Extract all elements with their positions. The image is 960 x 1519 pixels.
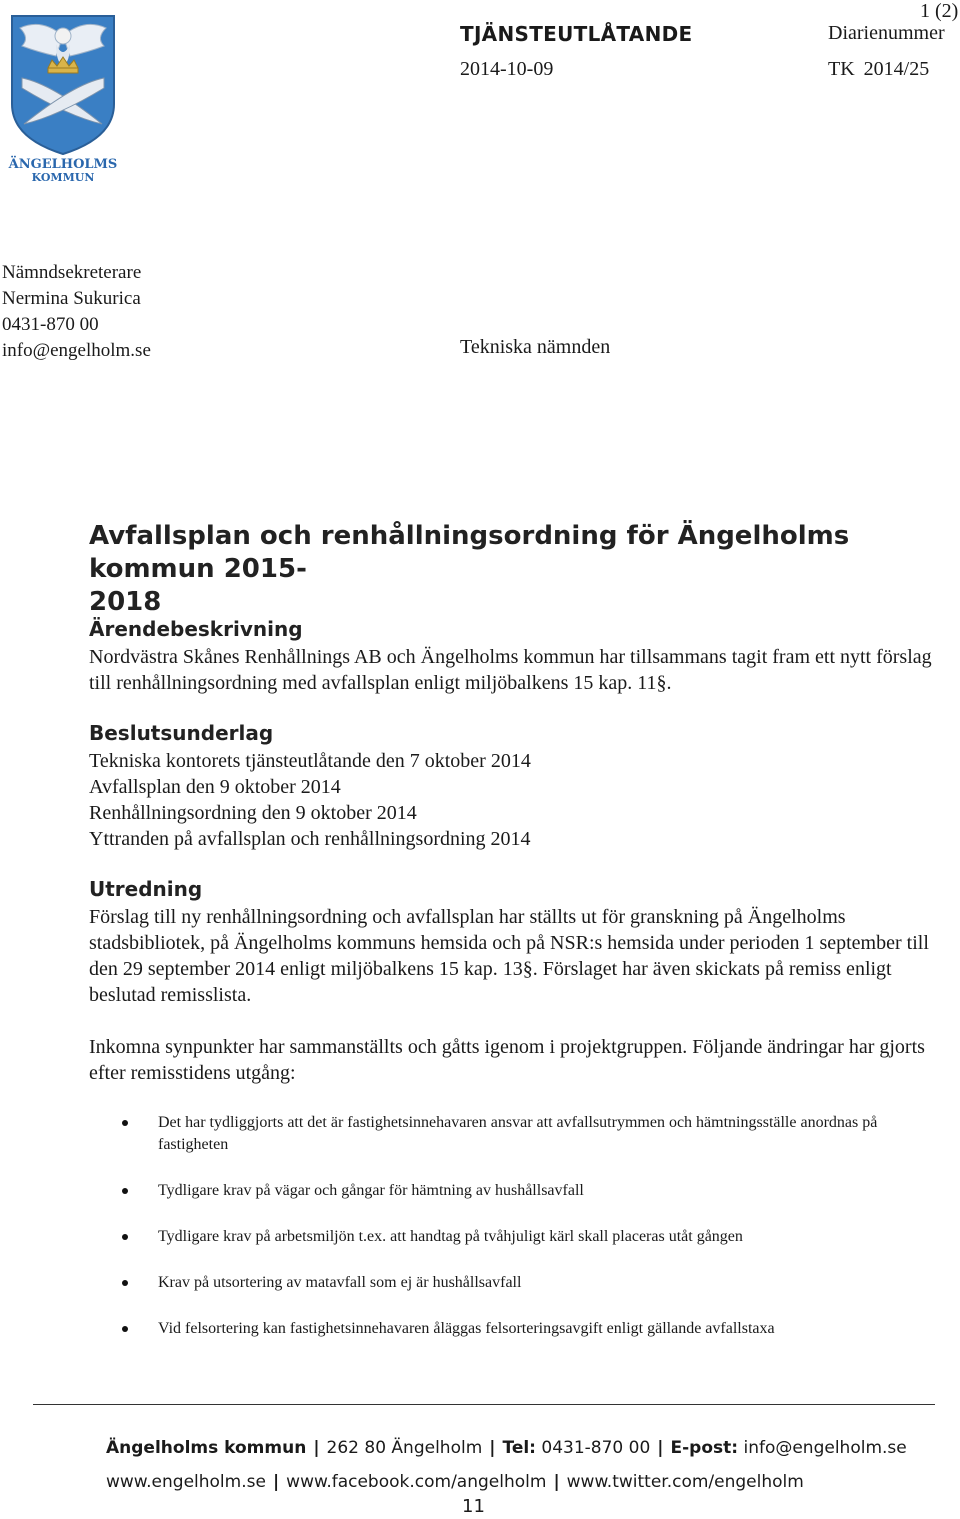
- decision-basis-item: Tekniska kontorets tjänsteutlåtande den 7 oktober 2014: [89, 750, 531, 772]
- footer-separator: |: [489, 1438, 496, 1458]
- decision-basis-item: Avfallsplan den 9 oktober 2014: [89, 776, 341, 798]
- list-item: [120, 1272, 910, 1294]
- sender-email: info@engelholm.se: [2, 340, 151, 361]
- change-text: Krav på utsortering av matavfall som ej är hushållsavfall: [158, 1274, 522, 1291]
- footer-email[interactable]: info@engelholm.se: [743, 1438, 907, 1458]
- footer-twitter-link[interactable]: www.twitter.com/engelholm: [566, 1472, 804, 1492]
- main-title: [89, 520, 939, 619]
- diary-label: Diarienummer: [828, 22, 945, 44]
- bullet-icon: [122, 1188, 128, 1194]
- footer-phone: 0431-870 00: [541, 1438, 651, 1458]
- list-item: [120, 1180, 910, 1202]
- bullet-icon: [122, 1326, 128, 1332]
- main-title-line-1: Avfallsplan och renhållningsordning för Ängelholms kommun 2015-: [89, 521, 850, 584]
- coat-of-arms-icon: [8, 12, 120, 184]
- list-item: [120, 1318, 910, 1340]
- investigation-paragraph-1: Förslag till ny renhållningsordning och avfallsplan har ställts ut för granskning på Ängelholms stadsbibliotek, på Ängelholms kommuns hemsida och på NSR:s hemsida under perioden 1 september till den 29 september 2014 enligt miljöbalkens 15 kap. 13§. Förslaget har även skickats på remiss enligt beslutad remisslista.: [89, 906, 929, 1006]
- diary-number: TK 2014/25: [828, 58, 930, 80]
- sender-block: [2, 260, 151, 364]
- sender-name: Nermina Sukurica: [2, 288, 141, 309]
- footer-page-number: 11: [462, 1496, 485, 1517]
- bullet-icon: [122, 1120, 128, 1126]
- bullet-icon: [122, 1280, 128, 1286]
- sender-phone: 0431-870 00: [2, 314, 99, 335]
- change-text: Det har tydliggjorts att det är fastighetsinnehavaren ansvar att avfallsutrymmen och hämtningsställe anordnas på fastigheten: [158, 1114, 878, 1153]
- change-text: Tydligare krav på arbetsmiljön t.ex. att handtag på tvåhjuligt kärl skall placeras utåt gången: [158, 1228, 743, 1245]
- description-text: Nordvästra Skånes Renhållnings AB och Ängelholms kommun har tillsammans tagit fram ett nytt förslag till renhållningsordning med avfallsplan enligt miljöbalkens 15 kap. 11§.: [89, 646, 932, 694]
- list-item: [120, 1226, 910, 1248]
- footer-address: 262 80 Ängelholm: [326, 1438, 483, 1458]
- investigation-paragraph-2: Inkomna synpunkter har sammanställts och gåtts igenom i projektgruppen. Följande ändringar har gjorts efter remisstidens utgång:: [89, 1036, 925, 1084]
- footer-contact-line: [106, 1438, 907, 1458]
- footer-phone-label: Tel:: [502, 1438, 536, 1458]
- bullet-icon: [122, 1234, 128, 1240]
- change-text: Vid felsortering kan fastighetsinnehavaren åläggas felsorteringsavgift enligt gällande avfallstaxa: [158, 1320, 775, 1337]
- decision-basis-item: Renhållningsordning den 9 oktober 2014: [89, 802, 417, 824]
- change-text: Tydligare krav på vägar och gångar för hämtning av hushållsavfall: [158, 1182, 584, 1199]
- footer-separator: |: [553, 1472, 560, 1492]
- footer-web-line: [106, 1472, 804, 1492]
- logo-text-2: KOMMUN: [31, 171, 95, 184]
- list-item: [120, 1112, 910, 1156]
- recipient: Tekniska nämnden: [460, 336, 611, 358]
- decision-basis-list: [89, 748, 531, 852]
- description-heading: Ärendebeskrivning: [89, 617, 303, 641]
- footer-website-link[interactable]: www.engelholm.se: [106, 1472, 266, 1492]
- decision-basis-item: Yttranden på avfallsplan och renhållningsordning 2014: [89, 828, 531, 850]
- main-title-line-2: 2018: [89, 587, 162, 617]
- decision-basis-heading: Beslutsunderlag: [89, 721, 274, 745]
- footer-org: Ängelholms kommun: [106, 1438, 307, 1458]
- page-number: 1 (2): [920, 0, 959, 22]
- footer-separator: |: [657, 1438, 664, 1458]
- investigation-heading: Utredning: [89, 877, 203, 901]
- changes-list: [120, 1112, 910, 1364]
- footer-separator: |: [272, 1472, 280, 1492]
- document-type: TJÄNSTEUTLÅTANDE: [460, 22, 693, 46]
- logo-text-1: ÄNGELHOLMS: [8, 157, 118, 172]
- footer-facebook-link[interactable]: www.facebook.com/angelholm: [286, 1472, 547, 1492]
- footer-divider: [33, 1404, 935, 1405]
- municipality-logo: [8, 12, 120, 184]
- footer-separator: |: [313, 1438, 320, 1458]
- sender-title: Nämndsekreterare: [2, 262, 142, 283]
- document-date: 2014-10-09: [460, 58, 554, 80]
- footer-email-label: E-post:: [670, 1438, 739, 1458]
